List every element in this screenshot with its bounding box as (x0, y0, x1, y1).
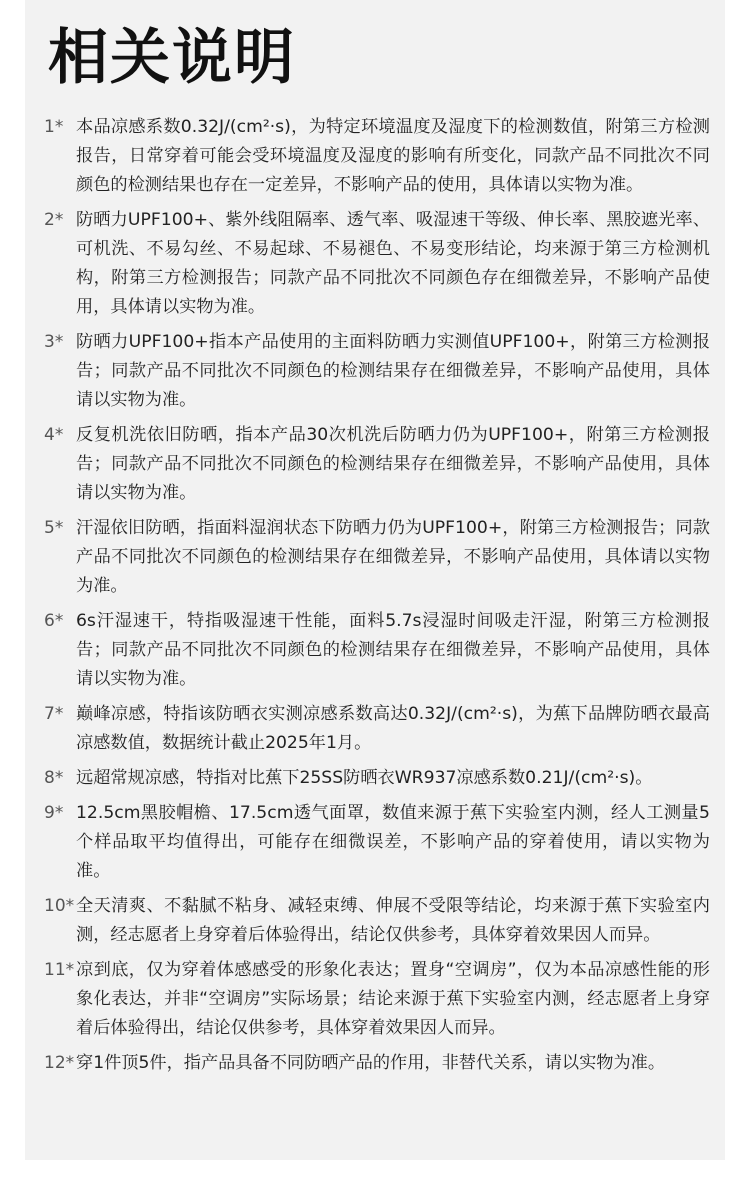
note-text: 全天清爽、不黏腻不粘身、减轻束缚、伸展不受限等结论，均来源于蕉下实验室内测，经志愿者上身穿着后体验得出，结论仅供参考，具体穿着效果因人而异。 (76, 896, 710, 945)
note-text: 巅峰凉感，特指该防晒衣实测凉感系数高达0.32J/(cm²·s)，为蕉下品牌防晒衣最高凉感数值，数据统计截止2025年1月。 (76, 704, 710, 753)
note-text: 12.5cm黑胶帽檐、17.5cm透气面罩，数值来源于蕉下实验室内测，经人工测量5个样品取平均值得出，可能存在细微误差，不影响产品的穿着使用，请以实物为准。 (76, 803, 710, 881)
note-text: 本品凉感系数0.32J/(cm²·s)，为特定环境温度及湿度下的检测数值，附第三方检测报告，日常穿着可能会受环境温度及湿度的影响有所变化，同款产品不同批次不同颜色的检测结果也存在一定差异，不影响产品的使用，具体请以实物为准。 (76, 117, 710, 195)
note-text: 6s汗湿速干，特指吸湿速干性能，面料5.7s浸湿时间吸走汗湿，附第三方检测报告；同款产品不同批次不同颜色的检测结果存在细微差异，不影响产品使用，具体请以实物为准。 (76, 611, 710, 689)
note-item-8 (44, 764, 710, 793)
note-item-3 (44, 328, 710, 415)
note-item-12 (44, 1049, 710, 1078)
note-item-9 (44, 799, 710, 886)
note-text: 防晒力UPF100+、紫外线阻隔率、透气率、吸湿速干等级、伸长率、黑胶遮光率、可机洗、不易勾丝、不易起球、不易褪色、不易变形结论，均来源于第三方检测机构，附第三方检测报告；同款产品不同批次不同颜色存在细微差异，不影响产品使用，具体请以实物为准。 (76, 210, 710, 317)
note-number: 8* (44, 768, 64, 788)
note-number: 7* (44, 704, 64, 724)
note-number: 5* (44, 518, 64, 538)
note-text: 反复机洗依旧防晒，指本产品30次机洗后防晒力仍为UPF100+，附第三方检测报告；同款产品不同批次不同颜色的检测结果存在细微差异，不影响产品使用，具体请以实物为准。 (76, 425, 710, 503)
note-item-11 (44, 956, 710, 1043)
note-number: 2* (44, 210, 64, 230)
note-item-2 (44, 206, 710, 322)
note-item-4 (44, 421, 710, 508)
note-item-7 (44, 700, 710, 758)
note-number: 9* (44, 803, 64, 823)
note-text: 凉到底，仅为穿着体感感受的形象化表达；置身“空调房”，仅为本品凉感性能的形象化表达，并非“空调房”实际场景；结论来源于蕉下实验室内测，经志愿者上身穿着后体验得出，结论仅供参考，具体穿着效果因人而异。 (76, 960, 710, 1038)
note-number: 10* (44, 896, 75, 916)
note-number: 4* (44, 425, 64, 445)
note-number: 1* (44, 117, 64, 137)
notes-list (44, 113, 710, 1084)
note-number: 11* (44, 960, 75, 980)
note-item-1 (44, 113, 710, 200)
note-text: 防晒力UPF100+指本产品使用的主面料防晒力实测值UPF100+，附第三方检测报告；同款产品不同批次不同颜色的检测结果存在细微差异，不影响产品使用，具体请以实物为准。 (76, 332, 710, 410)
note-item-6 (44, 607, 710, 694)
note-number: 6* (44, 611, 64, 631)
page-title: 相关说明 (48, 23, 296, 93)
note-number: 3* (44, 332, 64, 352)
note-text: 穿1件顶5件，指产品具备不同防晒产品的作用，非替代关系，请以实物为准。 (76, 1053, 666, 1073)
note-text: 汗湿依旧防晒，指面料湿润状态下防晒力仍为UPF100+，附第三方检测报告；同款产品不同批次不同颜色的检测结果存在细微差异，不影响产品使用，具体请以实物为准。 (76, 518, 710, 596)
note-text: 远超常规凉感，特指对比蕉下25SS防晒衣WR937凉感系数0.21J/(cm²·s)。 (76, 768, 653, 788)
note-number: 12* (44, 1053, 75, 1073)
note-item-5 (44, 514, 710, 601)
note-item-10 (44, 892, 710, 950)
